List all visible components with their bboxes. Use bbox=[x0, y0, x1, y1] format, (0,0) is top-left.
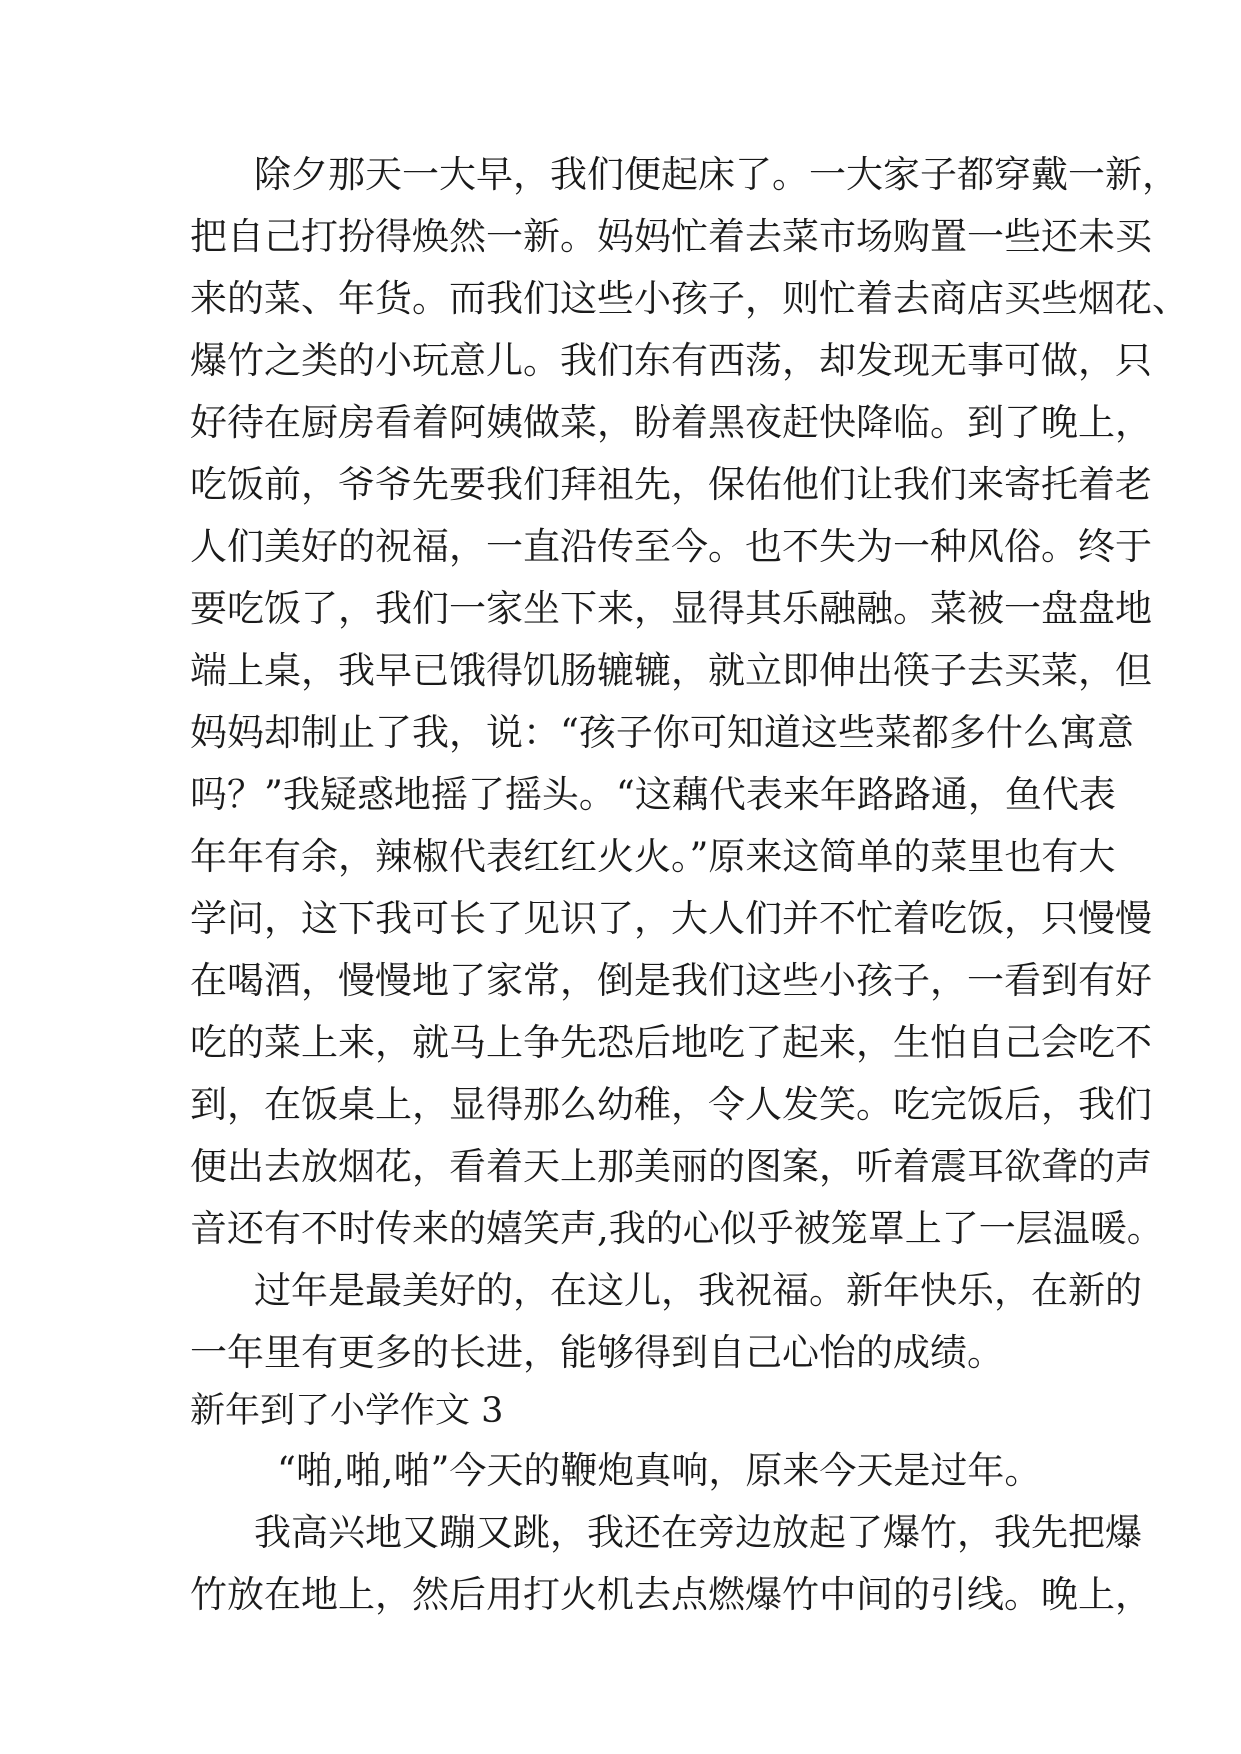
paragraph-line: 好待在厨房看着阿姨做菜，盼着黑夜赶快降临。到了晚上， bbox=[190, 401, 1152, 444]
section-heading: 新年到了小学作文 3 bbox=[190, 1391, 504, 1431]
paragraph-line: 把自己打扮得焕然一新。妈妈忙着去菜市场购置一些还未买 bbox=[190, 215, 1152, 258]
paragraph-line: 要吃饭了，我们一家坐下来，显得其乐融融。菜被一盘盘地 bbox=[190, 587, 1152, 630]
paragraph-line: 爆竹之类的小玩意儿。我们东有西荡，却发现无事可做，只 bbox=[190, 339, 1152, 382]
paragraph-line: 过年是最美好的，在这儿，我祝福。新年快乐，在新的 bbox=[254, 1269, 1142, 1312]
paragraph-line: 在喝酒，慢慢地了家常，倒是我们这些小孩子，一看到有好 bbox=[190, 959, 1152, 1002]
paragraph-line: 妈妈却制止了我，说：“孩子你可知道这些菜都多什么寓意 bbox=[190, 711, 1134, 754]
paragraph-line: 吃的菜上来，就马上争先恐后地吃了起来，生怕自己会吃不 bbox=[190, 1021, 1152, 1064]
paragraph-line: 吗？”我疑惑地摇了摇头。“这藕代表来年路路通，鱼代表 bbox=[190, 773, 1116, 816]
paragraph-line: 吃饭前，爷爷先要我们拜祖先，保佑他们让我们来寄托着老 bbox=[190, 463, 1152, 506]
paragraph-line: “啪,啪,啪”今天的鞭炮真响，原来今天是过年。 bbox=[277, 1449, 1042, 1492]
paragraph-line: 一年里有更多的长进，能够得到自己心怡的成绩。 bbox=[190, 1331, 1004, 1374]
paragraph-line: 学问，这下我可长了见识了，大人们并不忙着吃饭，只慢慢 bbox=[190, 897, 1152, 940]
paragraph-line: 音还有不时传来的嬉笑声,我的心似乎被笼罩上了一层温暖。 bbox=[190, 1207, 1164, 1250]
paragraph-line: 到，在饭桌上，显得那么幼稚，令人发笑。吃完饭后，我们 bbox=[190, 1083, 1152, 1126]
paragraph-line: 除夕那天一大早，我们便起床了。一大家子都穿戴一新， bbox=[254, 153, 1179, 196]
paragraph-line: 人们美好的祝福，一直沿传至今。也不失为一种风俗。终于 bbox=[190, 525, 1152, 568]
paragraph-line: 年年有余，辣椒代表红红火火。”原来这简单的菜里也有大 bbox=[190, 835, 1116, 878]
paragraph-line: 竹放在地上，然后用打火机去点燃爆竹中间的引线。晚上， bbox=[190, 1573, 1152, 1616]
paragraph-line: 端上桌，我早已饿得饥肠辘辘，就立即伸出筷子去买菜，但 bbox=[190, 649, 1152, 692]
paragraph-line: 来的菜、年货。而我们这些小孩子，则忙着去商店买些烟花、 bbox=[190, 277, 1189, 320]
paragraph-line: 我高兴地又蹦又跳，我还在旁边放起了爆竹，我先把爆 bbox=[254, 1511, 1142, 1554]
paragraph-line: 便出去放烟花，看着天上那美丽的图案，听着震耳欲聋的声 bbox=[190, 1145, 1152, 1188]
